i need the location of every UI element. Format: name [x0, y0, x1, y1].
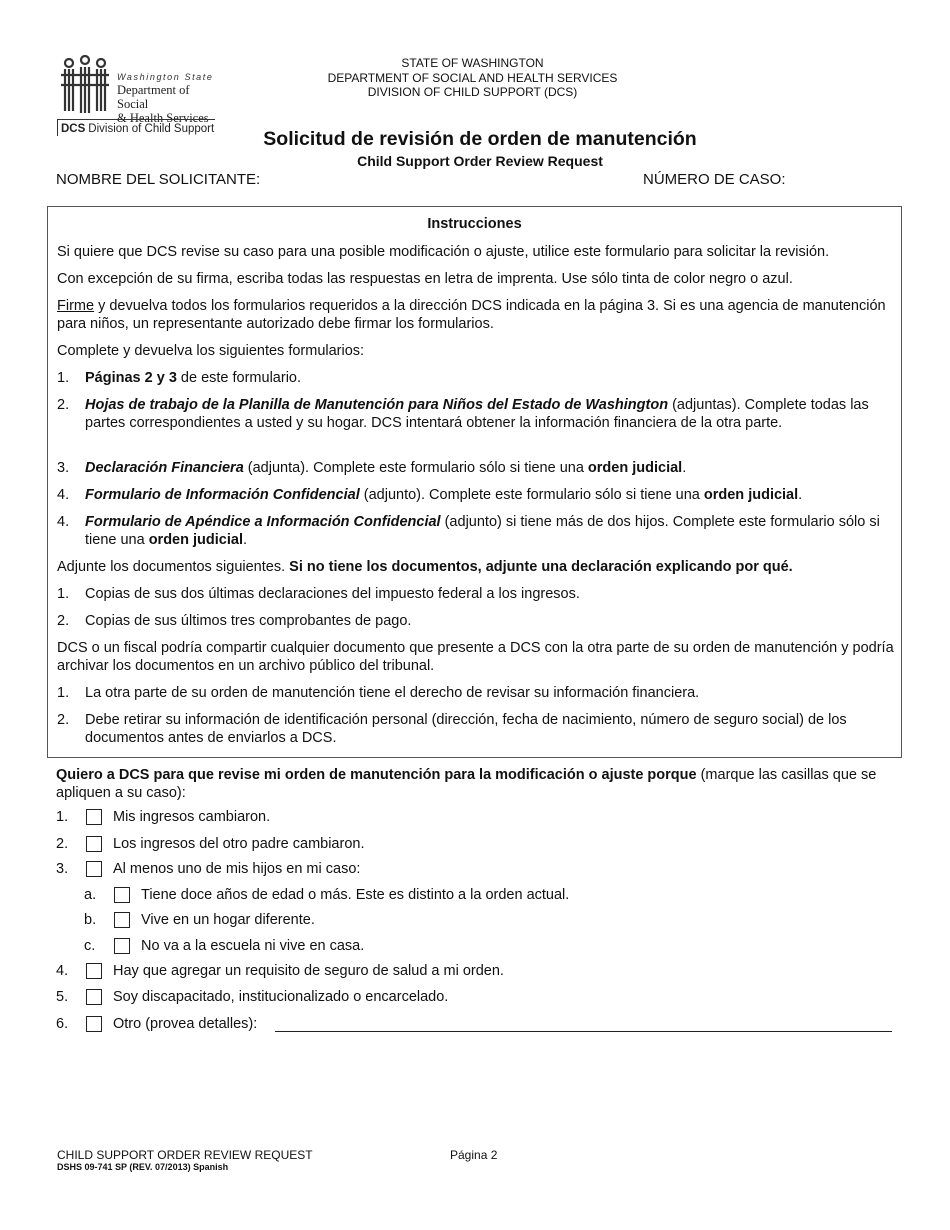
- instructions-paragraph-2: Con excepción de su firma, escriba todas las respuestas en letra de imprenta. Use sólo tinta de color negro o azul.: [57, 271, 793, 287]
- reason-subitem-school: c. No va a la escuela ni vive en casa.: [84, 938, 365, 954]
- instructions-box: [47, 206, 902, 758]
- instructions-paragraph-5: Adjunte los documentos siguientes. Si no tiene los documentos, adjunte una declaración explicando por qué.: [57, 559, 793, 575]
- other-details-field[interactable]: [275, 1031, 892, 1036]
- page-subtitle: Child Support Order Review Request: [357, 153, 603, 169]
- logo-dept-text: Department of Social & Health Services: [117, 83, 209, 125]
- notes-list-item: 1. La otra parte de su orden de manutención tiene el derecho de revisar su información financiera.: [57, 685, 700, 701]
- reason-checkbox[interactable]: [86, 861, 102, 877]
- reason-checkbox[interactable]: [86, 989, 102, 1005]
- instructions-heading: Instrucciones: [427, 216, 522, 232]
- forms-list-item: 4. Formulario de Apéndice a Información Confidencial (adjunto) si tiene más de dos hijos. Complete este formulario sólo si tiene una orden judicial.: [57, 514, 880, 548]
- reason-item-disabled: 5. Soy discapacitado, institucionalizado o encarcelado.: [56, 989, 449, 1005]
- reason-checkbox[interactable]: [114, 938, 130, 954]
- reason-checkbox[interactable]: [86, 809, 102, 825]
- logo-dcs-text: DCS Division of Child Support: [61, 123, 215, 135]
- reasons-intro: Quiero a DCS para que revise mi orden de manutención para la modificación o ajuste porque (marque las casillas que se apliquen a su caso):: [56, 767, 877, 801]
- footer-form-name: CHILD SUPPORT ORDER REVIEW REQUEST: [57, 1148, 313, 1162]
- page-title: Solicitud de revisión de orden de manutención: [263, 128, 697, 150]
- logo-divider: [57, 119, 215, 120]
- reason-checkbox[interactable]: [86, 836, 102, 852]
- family-figures-icon: [55, 55, 115, 117]
- reason-item-children: 3. Al menos uno de mis hijos en mi caso:: [56, 861, 361, 877]
- reason-subitem-household: b. Vive en un hogar diferente.: [84, 912, 315, 928]
- forms-list-item: 4. Formulario de Información Confidencial (adjunto). Complete este formulario sólo si tiene una orden judicial.: [57, 487, 803, 503]
- applicant-name-label: NOMBRE DEL SOLICITANTE:: [56, 171, 261, 188]
- reason-item-other: 6. Otro (provea detalles):: [56, 1016, 258, 1032]
- logo-state-text: Washington State: [117, 72, 214, 82]
- reason-item-income-changed: 1. Mis ingresos cambiaron.: [56, 809, 271, 825]
- instructions-paragraph-4: Complete y devuelva los siguientes formularios:: [57, 343, 365, 359]
- logo-divider-vertical: [57, 119, 58, 136]
- reason-checkbox[interactable]: [86, 1016, 102, 1032]
- agency-header: STATE OF WASHINGTON DEPARTMENT OF SOCIAL AND HEALTH SERVICES DIVISION OF CHILD SUPPORT (DCS): [327, 56, 618, 99]
- instructions-paragraph-3: Firme y devuelva todos los formularios requeridos a la dirección DCS indicada en la página 3. Si es una agencia de manutención para niños, un representante autorizado debe firmar los formularios.: [57, 298, 886, 332]
- forms-list-item: 2. Hojas de trabajo de la Planilla de Manutención para Niños del Estado de Washington (adjuntas). Complete todas las partes correspondientes a usted y su hogar. DCS intentará obtener la información financiera de la otra parte.: [57, 397, 869, 431]
- dshs-logo: [55, 55, 220, 140]
- footer-page-number: Página 2: [450, 1148, 498, 1162]
- forms-list-item: 3. Declaración Financiera (adjunta). Complete este formulario sólo si tiene una orden judicial.: [57, 460, 687, 476]
- reason-item-health-insurance: 4. Hay que agregar un requisito de seguro de salud a mi orden.: [56, 963, 504, 979]
- instructions-paragraph-1: Si quiere que DCS revise su caso para una posible modificación o ajuste, utilice este formulario para solicitar la revisión.: [57, 244, 830, 260]
- reason-checkbox[interactable]: [86, 963, 102, 979]
- reason-checkbox[interactable]: [114, 912, 130, 928]
- reason-checkbox[interactable]: [114, 887, 130, 903]
- instructions-paragraph-6: DCS o un fiscal podría compartir cualquier documento que presente a DCS con la otra parte de su orden de manutención y podría archivar los documentos en un archivo público del tribunal.: [57, 640, 894, 674]
- footer-form-code: DSHS 09-741 SP (REV. 07/2013) Spanish: [57, 1162, 229, 1172]
- reason-item-other-parent-income: 2. Los ingresos del otro padre cambiaron.: [56, 836, 365, 852]
- notes-list-item: 2. Debe retirar su información de identificación personal (dirección, fecha de nacimiento, número de seguro social) de los documentos antes de enviarlos a DCS.: [57, 712, 847, 746]
- docs-list-item: 1. Copias de sus dos últimas declaraciones del impuesto federal a los ingresos.: [57, 586, 580, 602]
- case-number-label: NÚMERO DE CASO:: [643, 171, 786, 188]
- reason-subitem-age: a. Tiene doce años de edad o más. Este es distinto a la orden actual.: [84, 887, 570, 903]
- docs-list-item: 2. Copias de sus últimos tres comprobantes de pago.: [57, 613, 412, 629]
- forms-list-item: 1. Páginas 2 y 3 de este formulario.: [57, 370, 302, 386]
